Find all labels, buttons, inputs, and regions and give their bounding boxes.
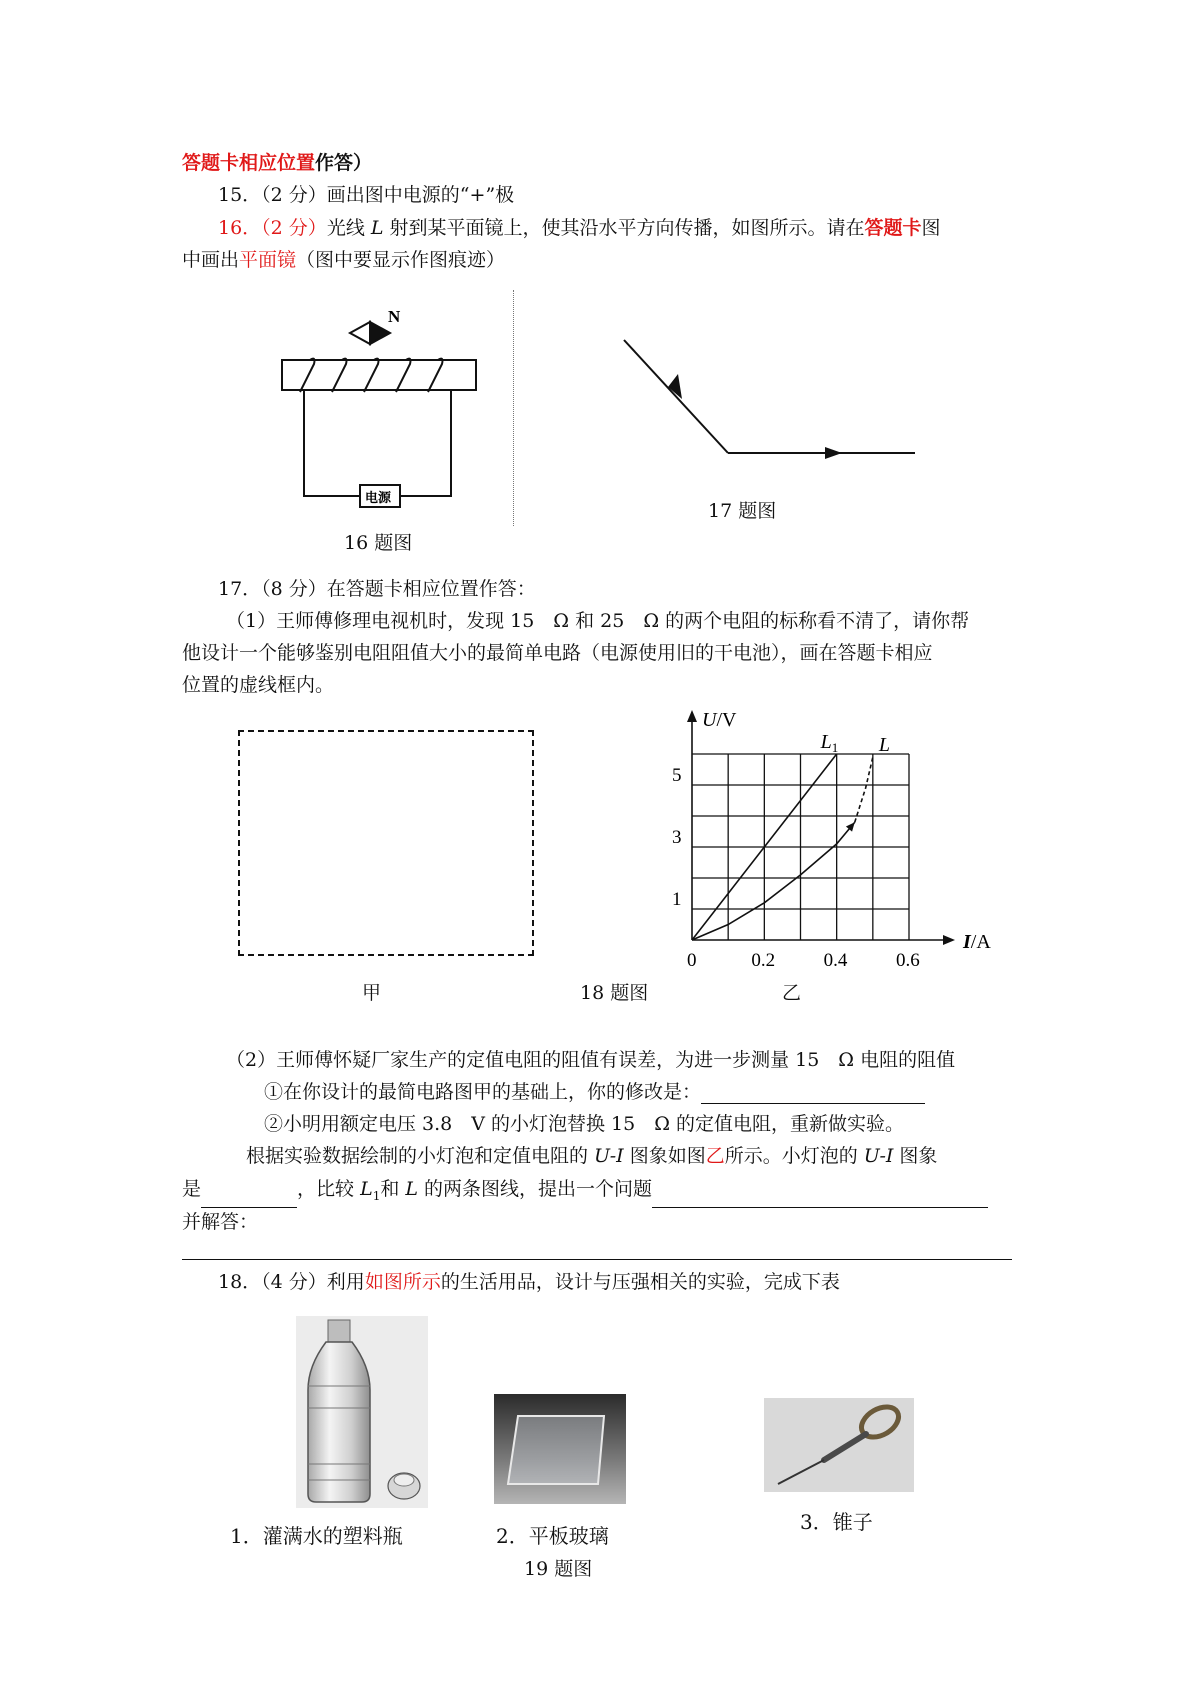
series-dashed-l [855,757,873,822]
q16-text-b: 射到某平面镜上，使其沿水平方向传播，如图所示。请在 [383,217,865,239]
figure-17-light-ray [610,330,930,470]
q18-text-b: 的生活用品，设计与压强相关的实验，完成下表 [440,1271,840,1293]
y-tick-label: 1 [672,889,682,910]
q16-answer-card: 答题卡 [864,217,922,239]
question-17-part1-line3: 位置的虚线框内。 [182,674,335,696]
bottle-cap-top [394,1474,414,1486]
question-15: 15．（2 分）画出图中电源的“+”极 [218,184,515,206]
circuit-wire [304,390,451,496]
compass-needle-right [370,322,390,344]
x-axis-label: I/A [963,931,991,953]
question-17-part3 [246,1144,937,1168]
question-17-title: 17．（8 分）在答题卡相应位置作答： [218,578,536,600]
y-axis-arrow [687,710,697,722]
header-red-text: 答题卡相应位置 [182,152,316,174]
question-16-line2 [182,248,505,272]
modification-answer-blank[interactable] [701,1083,925,1104]
header-black-text: 作答） [315,152,373,174]
incident-ray [624,340,728,453]
figure-divider [513,290,514,526]
question-17-part1-line1: （1）王师傅修理电视机时，发现 15 Ω 和 25 Ω 的两个电阻的标称看不清了，请你帮 [226,610,970,632]
section-header [182,151,372,175]
q17-ui-1: U-I [594,1145,624,1167]
answer-dashed-box[interactable] [238,730,534,956]
x-axis-arrow [943,935,955,945]
figure-19-caption: 19 题图 [524,1558,593,1580]
q17-p4-text-d: 的两条图线，提出一个问题 [418,1178,653,1200]
figure-16-solenoid [270,300,500,550]
bottle-body [308,1342,370,1502]
question-17-part4 [182,1177,988,1208]
power-source-label: 电源 [365,490,392,505]
x-tick-label: 0 [687,950,697,971]
y-tick-label: 3 [672,827,682,848]
q17-p3-red: 乙 [705,1145,725,1167]
figure-18-left-caption: 甲 [362,982,382,1004]
q17-part2-1-text: ①在你设计的最简电路图甲的基础上，你的修改是： [264,1081,702,1103]
glass-plate [508,1416,604,1484]
question-17-part5: 并解答： [182,1211,259,1233]
u-i-chart [660,706,1000,976]
q16-number: 16．（2 分） [218,217,327,239]
chart-labels [672,709,991,971]
q17-L1-sub: 1 [372,1188,381,1203]
y-axis-label: U/V [702,709,737,731]
question-17-part2: （2）王师傅怀疑厂家生产的定值电阻的阻值有误差，为进一步测量 15 Ω 电阻的阻值 [226,1049,956,1071]
solenoid-core [282,360,476,390]
answer-line[interactable] [182,1259,1012,1260]
q17-ui-2: U-I [863,1145,894,1167]
q18-red: 如图所示 [364,1271,441,1293]
compass-needle-left [350,322,370,344]
q17-L: L [405,1178,418,1200]
series-label-l1: $L_1$ [820,731,839,755]
north-label: N [388,307,401,326]
figure-17-caption: 17 题图 [708,500,777,522]
q16-text-d: 中画出 [182,249,240,271]
question-17-part1-line2: 他设计一个能够鉴别电阻阻值大小的最简单电路（电源使用旧的干电池），画在答题卡相应 [182,642,933,664]
series-label-l: L [878,734,890,757]
question-16-line1 [218,216,941,240]
reflected-arrow [825,447,842,459]
question-17-part2-1 [264,1080,925,1104]
x-tick-label: 0.6 [896,950,920,971]
figure-18-caption: 18 题图 [580,982,649,1004]
q17-L1: L [360,1178,373,1200]
q16-L: L [370,217,384,239]
q17-p4-text-a: 是 [182,1178,202,1200]
question-18 [218,1270,840,1294]
lamp-graph-answer-blank[interactable] [201,1187,297,1208]
item-3-label: 3．锥子 [800,1510,873,1534]
figure-16-caption: 16 题图 [344,532,413,554]
question-answer-blank[interactable] [652,1187,988,1208]
awl-photo [764,1398,914,1492]
item-2-label: 2．平板玻璃 [496,1524,609,1548]
q17-p3-text-c: 所示。小灯泡的 [724,1145,864,1167]
q16-plane-mirror: 平面镜 [239,249,297,271]
q18-text-a: 18．（4 分）利用 [218,1271,365,1293]
x-tick-label: 0.2 [751,950,776,971]
q17-p3-text-d: 图象 [893,1145,938,1167]
q16-text-a: 光线 [326,217,371,239]
coil-windings [300,359,443,392]
chart-grid [692,754,909,940]
question-17-part2-2: ②小明用额定电压 3.8 V 的小灯泡替换 15 Ω 的定值电阻，重新做实验。 [264,1113,905,1135]
figure-18-right-caption: 乙 [782,982,802,1004]
plastic-bottle-photo [296,1316,428,1508]
y-tick-label: 5 [672,765,682,786]
bottle-neck [328,1320,350,1342]
q16-text-e: （图中要显示作图痕迹） [296,249,506,271]
x-tick-label: 0.4 [823,950,848,971]
item-1-label: 1．灌满水的塑料瓶 [230,1524,403,1548]
series-line-l [692,822,855,940]
q17-p3-text-a: 根据实验数据绘制的小灯泡和定值电阻的 [246,1145,595,1167]
q16-text-c: 图 [921,217,941,239]
q17-p3-text-b: 图象如图 [623,1145,706,1167]
q17-p4-text-b: ，比较 [297,1178,361,1200]
q17-p4-text-c: 和 [380,1178,406,1200]
glass-plate-photo [494,1394,626,1504]
